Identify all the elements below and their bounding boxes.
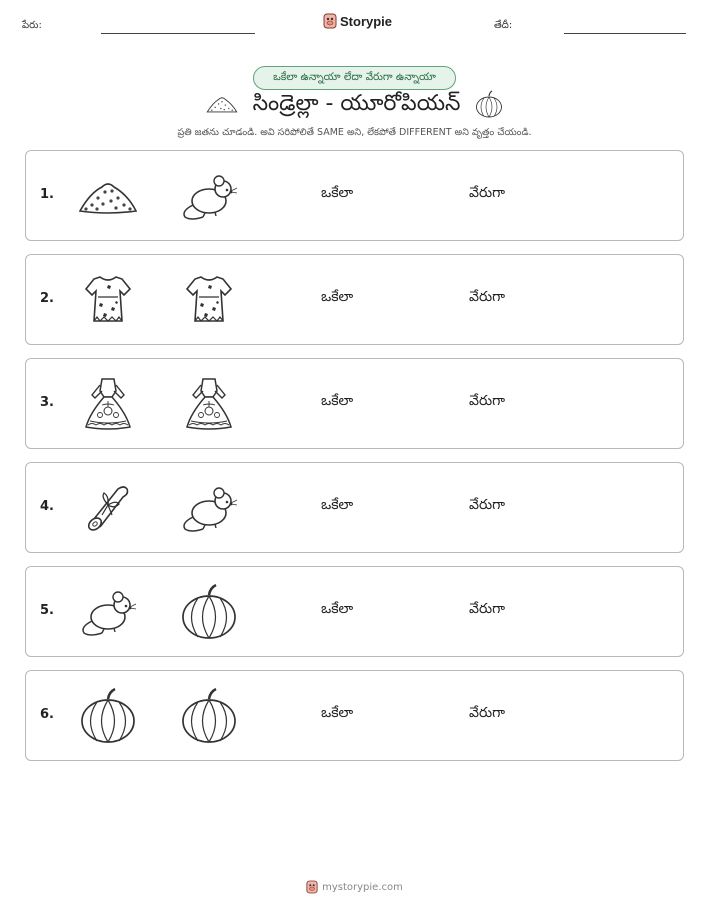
pig-mascot-icon — [306, 880, 318, 894]
option-same[interactable]: ఒకేలా — [321, 289, 354, 305]
question-row — [25, 150, 684, 241]
question-row — [25, 358, 684, 449]
option-same[interactable]: ఒకేలా — [321, 601, 354, 617]
question-number: 1. — [40, 187, 54, 202]
option-different[interactable]: వేరుగా — [469, 185, 505, 201]
ball-gown-icon — [179, 375, 239, 433]
pumpkin-icon — [474, 89, 504, 123]
ball-gown-icon — [78, 375, 138, 433]
question-number: 6. — [40, 707, 54, 722]
ragged-dress-icon — [78, 271, 138, 329]
option-different[interactable]: వేరుగా — [469, 393, 505, 409]
grain-pile-icon — [78, 167, 138, 225]
name-label: పేరు: — [22, 20, 42, 31]
option-same[interactable]: ఒకేలా — [321, 393, 354, 409]
question-number: 3. — [40, 395, 54, 410]
mouse-icon — [179, 479, 239, 537]
question-row — [25, 566, 684, 657]
date-line[interactable] — [564, 33, 686, 34]
option-same[interactable]: ఒకేలా — [321, 185, 354, 201]
option-different[interactable]: వేరుగా — [469, 705, 505, 721]
option-different[interactable]: వేరుగా — [469, 601, 505, 617]
mouse-icon — [78, 583, 138, 641]
worksheet-type-badge: ఒకేలా ఉన్నాయా లేదా వేరుగా ఉన్నాయా — [253, 66, 456, 90]
footer-site: mystorypie.com — [322, 881, 403, 893]
instructions: ప్రతి జతను చూడండి. అవి సరిపోలితే SAME అని, లేకపోతే DIFFERENT అని వృత్తం చేయండి. — [177, 127, 532, 138]
grain-pile-icon — [205, 92, 239, 120]
date-label: తేదీ: — [494, 20, 513, 31]
question-row — [25, 462, 684, 553]
footer — [0, 880, 709, 894]
option-same[interactable]: ఒకేలా — [321, 497, 354, 513]
pumpkin-icon — [179, 583, 239, 641]
ragged-dress-icon — [179, 271, 239, 329]
scroll-icon — [78, 479, 138, 537]
question-number: 4. — [40, 499, 54, 514]
name-line[interactable] — [101, 33, 255, 34]
question-row — [25, 670, 684, 761]
option-different[interactable]: వేరుగా — [469, 289, 505, 305]
page-title: సిండ్రెల్లా - యూరోపియన్ — [252, 91, 461, 116]
question-number: 2. — [40, 291, 54, 306]
question-number: 5. — [40, 603, 54, 618]
title-row — [0, 90, 709, 122]
brand-logo — [323, 13, 392, 29]
pig-mascot-icon — [323, 13, 337, 29]
mouse-icon — [179, 167, 239, 225]
pumpkin-icon — [179, 687, 239, 745]
brand-name: Storypie — [340, 13, 393, 29]
option-same[interactable]: ఒకేలా — [321, 705, 354, 721]
option-different[interactable]: వేరుగా — [469, 497, 505, 513]
question-row — [25, 254, 684, 345]
pumpkin-icon — [78, 687, 138, 745]
